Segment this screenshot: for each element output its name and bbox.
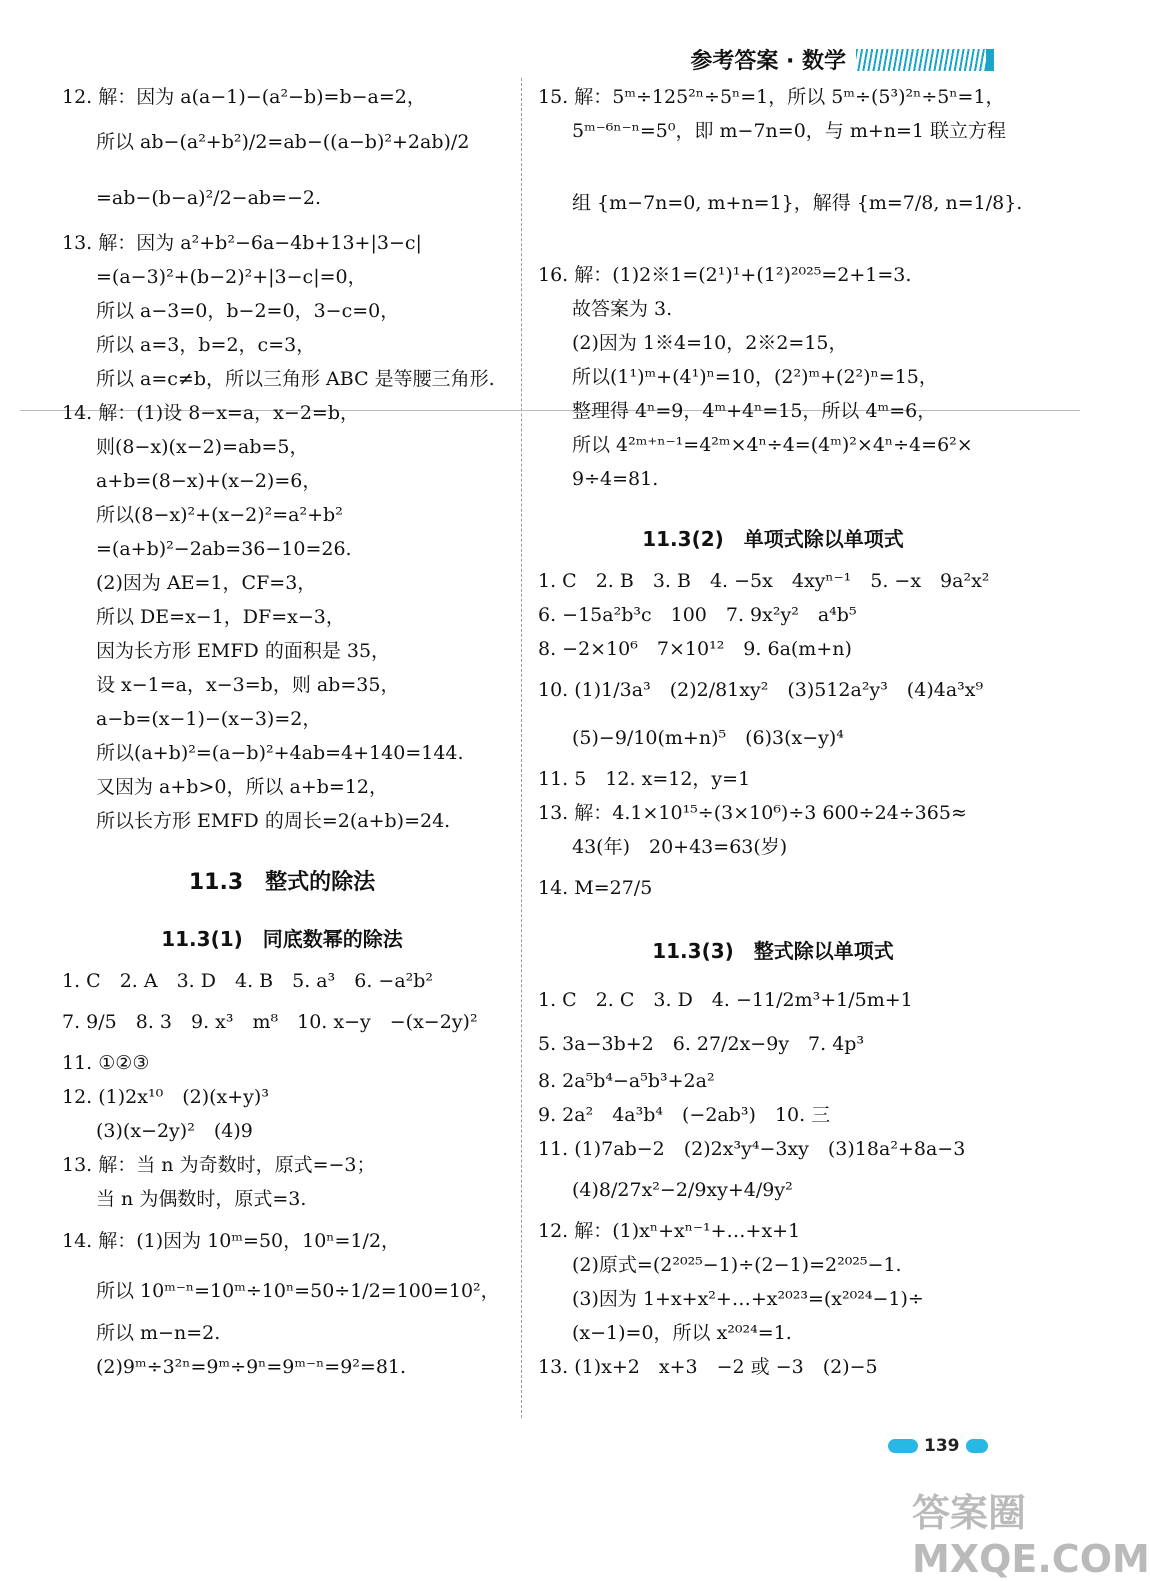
answer-line: 12. 解：(1)xⁿ+xⁿ⁻¹+…+x+1 — [538, 1220, 801, 1242]
answer-line: (3)因为 1+x+x²+…+x²⁰²³=(x²⁰²⁴−1)÷ — [572, 1288, 924, 1310]
subsection-title: 11.3(2) 单项式除以单项式 — [642, 527, 904, 551]
answer-line: 6. −15a²b³c 100 7. 9x²y² a⁴b⁵ — [538, 604, 857, 626]
answer-line: 所以 a=3，b=2，c=3， — [96, 334, 316, 356]
answer-line: 12. (1)2x¹⁰ (2)(x+y)³ — [62, 1086, 269, 1108]
answer-line: =(a−3)²+(b−2)²+|3−c|=0， — [96, 266, 367, 288]
answer-line: 5ᵐ⁻⁶ⁿ⁻ⁿ=5⁰，即 m−7n=0，与 m+n=1 联立方程 — [572, 120, 1007, 142]
page-number: 139 — [924, 1436, 960, 1456]
answer-line: 所以(8−x)²+(x−2)²=a²+b² — [96, 504, 343, 526]
answer-line: 15. 解：5ᵐ÷125²ⁿ÷5ⁿ=1，所以 5ᵐ÷(5³)²ⁿ÷5ⁿ=1， — [538, 86, 1005, 108]
answer-line: 组 {m−7n=0, m+n=1}，解得 {m=7/8, n=1/8}. — [572, 192, 1023, 214]
answer-line: 14. 解：(1)因为 10ᵐ=50，10ⁿ=1/2， — [62, 1230, 401, 1252]
answer-line: 所以(a+b)²=(a−b)²+4ab=4+140=144. — [96, 742, 464, 764]
answer-line: 所以(1¹)ᵐ+(4¹)ⁿ=10，(2²)ᵐ+(2²)ⁿ=15， — [572, 366, 938, 388]
answer-line: =(a+b)²−2ab=36−10=26. — [96, 538, 352, 560]
answer-line: (4)8/27x²−2/9xy+4/9y² — [572, 1179, 793, 1201]
answer-line: 又因为 a+b>0，所以 a+b=12， — [96, 776, 389, 798]
answer-line: 11. 5 12. x=12，y=1 — [538, 768, 751, 790]
answer-line: 11. ①②③ — [62, 1052, 150, 1074]
answer-line: 8. 2a⁵b⁴−a⁵b³+2a² — [538, 1070, 715, 1092]
answer-line: a−b=(x−1)−(x−3)=2， — [96, 708, 322, 730]
answer-line: 1. C 2. B 3. B 4. −5x 4xyⁿ⁻¹ 5. −x 9a²x² — [538, 570, 990, 592]
answer-line: 所以 DE=x−1，DF=x−3， — [96, 606, 345, 628]
right-column — [538, 80, 1023, 1384]
answer-line: 1. C 2. A 3. D 4. B 5. a³ 6. −a²b² — [62, 970, 434, 992]
answer-line: 9÷4=81. — [572, 468, 659, 490]
answer-line: 9. 2a² 4a³b⁴ (−2ab³) 10. 三 — [538, 1104, 831, 1126]
answer-line: 13. 解：当 n 为奇数时，原式=−3； — [62, 1154, 376, 1176]
subsection-title: 11.3(3) 整式除以单项式 — [652, 939, 894, 963]
answer-line: (2)原式=(2²⁰²⁵−1)÷(2−1)=2²⁰²⁵−1. — [572, 1254, 902, 1276]
answer-line: (5)−9/10(m+n)⁵ (6)3(x−y)⁴ — [572, 727, 844, 749]
answer-line: 所以 4²ᵐ⁺ⁿ⁻¹=4²ᵐ×4ⁿ÷4=(4ᵐ)²×4ⁿ÷4=6²× — [572, 434, 973, 456]
answer-line: 所以长方形 EMFD 的周长=2(a+b)=24. — [96, 810, 451, 832]
answer-line: 8. −2×10⁶ 7×10¹² 9. 6a(m+n) — [538, 638, 852, 660]
answer-line: (3)(x−2y)² (4)9 — [96, 1120, 253, 1142]
answer-line: 整理得 4ⁿ=9，4ᵐ+4ⁿ=15，所以 4ᵐ=6， — [572, 400, 937, 422]
answer-line: 13. 解：4.1×10¹⁵÷(3×10⁶)÷3 600÷24÷365≈ — [538, 802, 967, 824]
answer-line: 所以 a=c≠b，所以三角形 ABC 是等腰三角形. — [96, 368, 495, 390]
answer-line: 10. (1)1/3a³ (2)2/81xy² (3)512a²y³ (4)4a³x⁹ — [538, 679, 984, 701]
footer-pill-decoration — [966, 1439, 988, 1453]
answer-line: 设 x−1=a，x−3=b，则 ab=35， — [96, 674, 400, 696]
answer-line: 13. (1)x+2 x+3 −2 或 −3 (2)−5 — [538, 1356, 878, 1378]
answer-line: (2)因为 AE=1，CF=3， — [96, 572, 317, 594]
answer-line: 1. C 2. C 3. D 4. −11/2m³+1/5m+1 — [538, 989, 913, 1011]
answer-line: 所以 ab−(a²+b²)/2=ab−((a−b)²+2ab)/2 — [96, 131, 470, 153]
answer-line: 故答案为 3. — [572, 298, 673, 320]
answer-line: 所以 m−n=2. — [96, 1322, 221, 1344]
page-footer — [888, 1436, 988, 1456]
section-title: 11.3 整式的除法 — [188, 870, 376, 895]
answer-line: 所以 10ᵐ⁻ⁿ=10ᵐ÷10ⁿ=50÷1/2=100=10²， — [96, 1280, 500, 1302]
answer-line: 16. 解：(1)2※1=(2¹)¹+(1²)²⁰²⁵=2+1=3. — [538, 264, 912, 286]
answer-line: 12. 解：因为 a(a−1)−(a²−b)=b−a=2， — [62, 86, 426, 108]
header-stripe-decoration — [856, 49, 994, 71]
answer-line: =ab−(b−a)²/2−ab=−2. — [96, 187, 322, 209]
answer-line: (x−1)=0，所以 x²⁰²⁴=1. — [572, 1322, 792, 1344]
left-column — [62, 80, 502, 1384]
answer-line: 14. 解：(1)设 8−x=a，x−2=b， — [62, 402, 359, 424]
answer-line: 5. 3a−3b+2 6. 27/2x−9y 7. 4p³ — [538, 1033, 865, 1055]
answer-line: 7. 9/5 8. 3 9. x³ m⁸ 10. x−y −(x−2y)² — [62, 1011, 478, 1033]
answer-line: 11. (1)7ab−2 (2)2x³y⁴−3xy (3)18a²+8a−3 — [538, 1138, 966, 1160]
answer-line: (2)因为 1※4=10，2※2=15， — [572, 332, 848, 354]
subsection-title: 11.3(1) 同底数幂的除法 — [161, 927, 403, 951]
answer-line: 因为长方形 EMFD 的面积是 35， — [96, 640, 391, 662]
page-header — [690, 44, 994, 75]
watermark-logo: 答案圈 MXQE.COM — [912, 1491, 1150, 1581]
answer-line: 则(8−x)(x−2)=ab=5， — [96, 436, 309, 458]
answer-line: a+b=(8−x)+(x−2)=6， — [96, 470, 322, 492]
answer-line: 当 n 为偶数时，原式=3. — [96, 1188, 307, 1210]
answer-line: 所以 a−3=0，b−2=0，3−c=0， — [96, 300, 400, 322]
column-divider — [521, 78, 522, 1418]
answer-line: 14. M=27/5 — [538, 877, 653, 899]
header-title: 参考答案 · 数学 — [690, 49, 846, 74]
answer-line: (2)9ᵐ÷3²ⁿ=9ᵐ÷9ⁿ=9ᵐ⁻ⁿ=9²=81. — [96, 1356, 407, 1378]
footer-pill-decoration — [888, 1439, 918, 1453]
answer-line: 13. 解：因为 a²+b²−6a−4b+13+|3−c| — [62, 232, 422, 254]
answer-line: 43(年) 20+43=63(岁) — [572, 836, 788, 858]
